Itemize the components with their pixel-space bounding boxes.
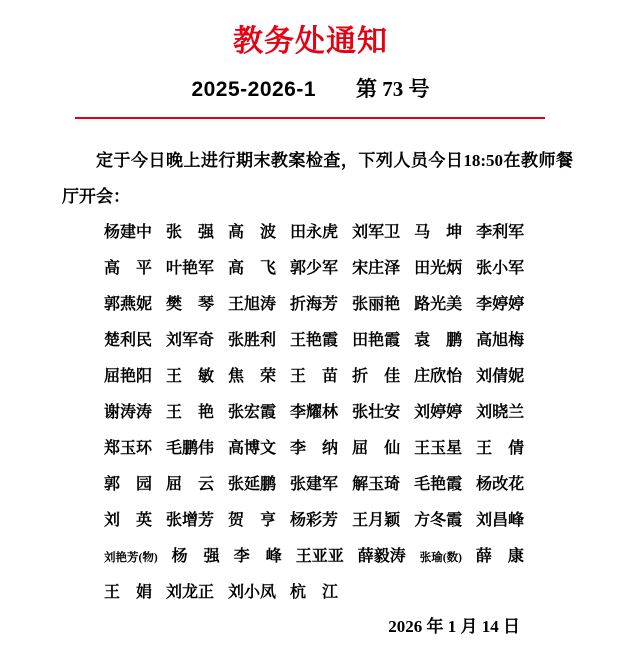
person-name: 郭少军: [290, 260, 339, 277]
person-name: 李耀林: [290, 404, 339, 421]
person-name: 王玉星: [414, 440, 463, 457]
person-name: 解玉琦: [352, 476, 401, 493]
person-name: 王旭涛: [228, 296, 277, 313]
issue-date: 2026 年 1 月 14 日: [388, 617, 520, 636]
doc-meta-line: [0, 79, 621, 100]
person-name: 田光炳: [414, 260, 463, 277]
person-name: 刘龙正: [166, 584, 215, 601]
person-name: 高博文: [228, 440, 277, 457]
person-name: 王月颖: [352, 512, 401, 529]
person-name: 刘倩妮: [476, 368, 525, 385]
person-name: 庄欣怡: [414, 368, 463, 385]
person-name: 袁 鹏: [414, 332, 463, 349]
roster-row: [104, 539, 581, 575]
person-name: 高 飞: [228, 260, 277, 277]
person-name: 张延鹏: [228, 476, 277, 493]
roster-row: [104, 215, 581, 251]
person-name: 张壮安: [352, 404, 401, 421]
person-name: 屈艳阳: [104, 368, 153, 385]
person-name: 焦 荣: [228, 368, 277, 385]
roster-row: [104, 323, 581, 359]
person-name: 高 平: [104, 260, 153, 277]
person-name: 刘昌峰: [476, 512, 525, 529]
person-name: 郑玉环: [104, 440, 153, 457]
person-name: 薛毅涛: [357, 548, 406, 565]
person-name: 杨 强: [171, 548, 220, 565]
semester-label: 2025-2026-1: [191, 78, 317, 101]
person-name: 毛艳霞: [414, 476, 463, 493]
person-name: 叶艳军: [166, 260, 215, 277]
roster-row: [104, 287, 581, 323]
roster-row: [104, 431, 581, 467]
person-name: 贺 亨: [228, 512, 277, 529]
person-name: 刘军卫: [352, 224, 401, 241]
person-name: 杨改花: [476, 476, 525, 493]
person-name: 李 纳: [290, 440, 339, 457]
person-name: 王亚亚: [295, 548, 344, 565]
person-name: 路光美: [414, 296, 463, 313]
person-name: 李 峰: [233, 548, 282, 565]
person-name: 宋庄泽: [352, 260, 401, 277]
person-name: 刘小凤: [228, 584, 277, 601]
person-name: 王 倩: [476, 440, 525, 457]
person-name: 折 佳: [352, 368, 401, 385]
roster-row: [104, 395, 581, 431]
person-name: 郭燕妮: [104, 296, 153, 313]
person-name: 田永虎: [290, 224, 339, 241]
person-name: 张宏霞: [228, 404, 277, 421]
person-name: 樊 琴: [166, 296, 215, 313]
roster-row: [104, 251, 581, 287]
person-name: 张 强: [166, 224, 215, 241]
person-name: 杭 江: [290, 584, 339, 601]
person-name: 刘艳芳(物): [104, 552, 158, 564]
person-name: 张增芳: [166, 512, 215, 529]
page-title: 教务处通知: [233, 25, 388, 58]
person-name: 方冬霞: [414, 512, 463, 529]
person-name: 张小军: [476, 260, 525, 277]
roster-row: [104, 359, 581, 395]
person-name: 刘军奇: [166, 332, 215, 349]
person-name: 张胜利: [228, 332, 277, 349]
person-name: 田艳霞: [352, 332, 401, 349]
person-name: 李婷婷: [476, 296, 525, 313]
person-name: 刘 英: [104, 512, 153, 529]
person-name: 谢涛涛: [104, 404, 153, 421]
roster-row: [104, 503, 581, 539]
person-name: 马 坤: [414, 224, 463, 241]
person-name: 折海芳: [290, 296, 339, 313]
person-name: 张瑜(数): [419, 552, 462, 564]
person-name: 屈 仙: [352, 440, 401, 457]
roster-row: [104, 575, 581, 611]
person-name: 张建军: [290, 476, 339, 493]
person-name: 王艳霞: [290, 332, 339, 349]
person-name: 王 敏: [166, 368, 215, 385]
person-name: 高旭梅: [476, 332, 525, 349]
person-name: 刘婷婷: [414, 404, 463, 421]
person-name: 薛 康: [475, 548, 524, 565]
person-name: 屈 云: [166, 476, 215, 493]
person-name: 杨建中: [104, 224, 153, 241]
doc-number-label: 第 73 号: [356, 77, 430, 101]
person-name: 王 娟: [104, 584, 153, 601]
person-name: 李利军: [476, 224, 525, 241]
person-name: 王 苗: [290, 368, 339, 385]
person-name: 毛鹏伟: [166, 440, 215, 457]
person-name: 杨彩芳: [290, 512, 339, 529]
person-name: 高 波: [228, 224, 277, 241]
person-name: 王 艳: [166, 404, 215, 421]
person-name: 郭 园: [104, 476, 153, 493]
person-name: 楚利民: [104, 332, 153, 349]
roster-row: [104, 467, 581, 503]
roster: [104, 215, 581, 611]
red-divider: [75, 117, 545, 119]
notice-body-paragraph: 定于今日晚上进行期末教案检查，下列人员今日18:50在教师餐厅开会：: [62, 151, 573, 206]
person-name: 刘晓兰: [476, 404, 525, 421]
person-name: 张丽艳: [352, 296, 401, 313]
